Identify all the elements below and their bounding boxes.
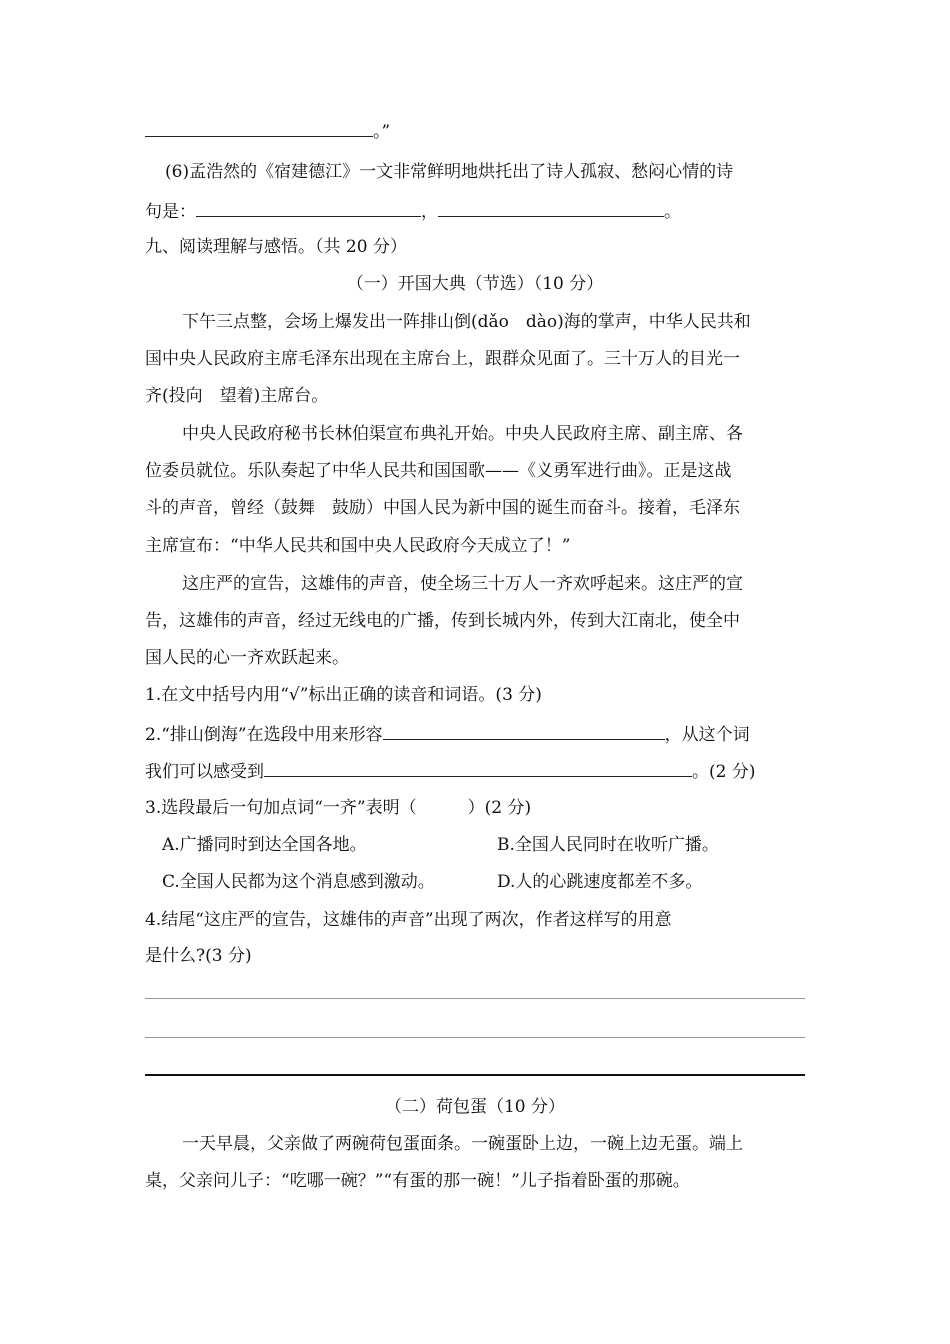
passage-1-p2-line: 斗的声音，曾经（鼓舞 鼓励）中国人民为新中国的诞生而奋斗。接着，毛泽东 [145,498,740,518]
answer-line[interactable] [145,1037,805,1038]
q5-tail: 。” [373,122,391,142]
question-4-line-2: 是什么?(3 分) [145,946,252,966]
answer-blank[interactable] [438,198,664,217]
passage-1-p3-line: 告，这雄伟的声音，经过无线电的广播，传到长城内外，传到大江南北，使全中 [145,611,740,631]
q2-part-b: ，从这个词 [664,725,750,745]
passage-2-p1-line: 一天早晨，父亲做了两碗荷包蛋面条。一碗蛋卧上边，一碗上边无蛋。端上 [182,1134,743,1154]
section-9-title: 九、阅读理解与感悟。（共 20 分） [145,237,407,257]
q6-prefix: 句是： [145,202,196,222]
question-2-line-1 [145,721,750,747]
passage-2-p1-line: 桌，父亲问儿子：“吃哪一碗？”“有蛋的那一碗！”儿子指着卧蛋的那碗。 [145,1171,690,1191]
answer-blank[interactable] [383,721,665,740]
passage-1-p2-line: 位委员就位。乐队奏起了中华人民共和国国歌——《义勇军进行曲》。正是这战 [145,461,732,481]
q2-part-d: 。(2 分) [692,762,756,782]
q3-option-a[interactable]: A.广播同时到达全国各地。 [162,835,367,855]
question-2-line-2 [145,758,755,784]
answer-blank[interactable] [264,758,692,777]
question-4-line-1: 4.结尾“这庄严的宣告，这雄伟的声音”出现了两次，作者这样写的用意 [145,910,672,930]
passage-1-p1-line: 齐(投向 望着)主席台。 [145,386,329,406]
passage-1-p2-line: 中央人民政府秘书长林伯渠宣布典礼开始。中央人民政府主席、副主席、各 [182,424,743,444]
q5-answer-line [145,118,390,144]
q2-part-a: 2.“排山倒海”在选段中用来形容 [145,725,383,745]
passage-1-p1-line: 下午三点整，会场上爆发出一阵排山倒(dǎo dào)海的掌声，中华人民共和 [182,312,751,332]
answer-blank[interactable] [145,118,373,137]
answer-blank[interactable] [196,198,421,217]
question-3-stem: 3.选段最后一句加点词“一齐”表明（ ）(2 分) [145,798,532,818]
passage-2-title: （二）荷包蛋（10 分） [384,1097,566,1117]
passage-1-title: （一）开国大典（节选）（10 分） [346,274,604,294]
passage-1-p1-line: 国中央人民政府主席毛泽东出现在主席台上，跟群众见面了。三十万人的目光一 [145,349,740,369]
q6-end: 。 [664,202,681,222]
q6-comma: ， [421,202,438,222]
q3-option-c[interactable]: C.全国人民都为这个消息感到激动。 [162,872,435,892]
q3-option-b[interactable]: B.全国人民同时在收听广播。 [497,835,719,855]
q3-option-d[interactable]: D.人的心跳速度都差不多。 [497,872,703,892]
answer-line[interactable] [145,998,805,999]
passage-1-p3-line: 这庄严的宣告，这雄伟的声音，使全场三十万人一齐欢呼起来。这庄严的宣 [182,574,743,594]
q6-line-1: (6)孟浩然的《宿建德江》一文非常鲜明地烘托出了诗人孤寂、愁闷心情的诗 [165,162,734,182]
passage-1-p3-line: 国人民的心一齐欢跃起来。 [145,648,349,668]
answer-line[interactable] [145,1074,805,1076]
q6-line-2 [145,198,681,224]
passage-1-p2-line: 主席宣布：“中华人民共和国中央人民政府今天成立了！” [145,536,571,556]
q2-part-c: 我们可以感受到 [145,762,264,782]
question-1: 1.在文中括号内用“√”标出正确的读音和词语。(3 分) [145,685,542,705]
